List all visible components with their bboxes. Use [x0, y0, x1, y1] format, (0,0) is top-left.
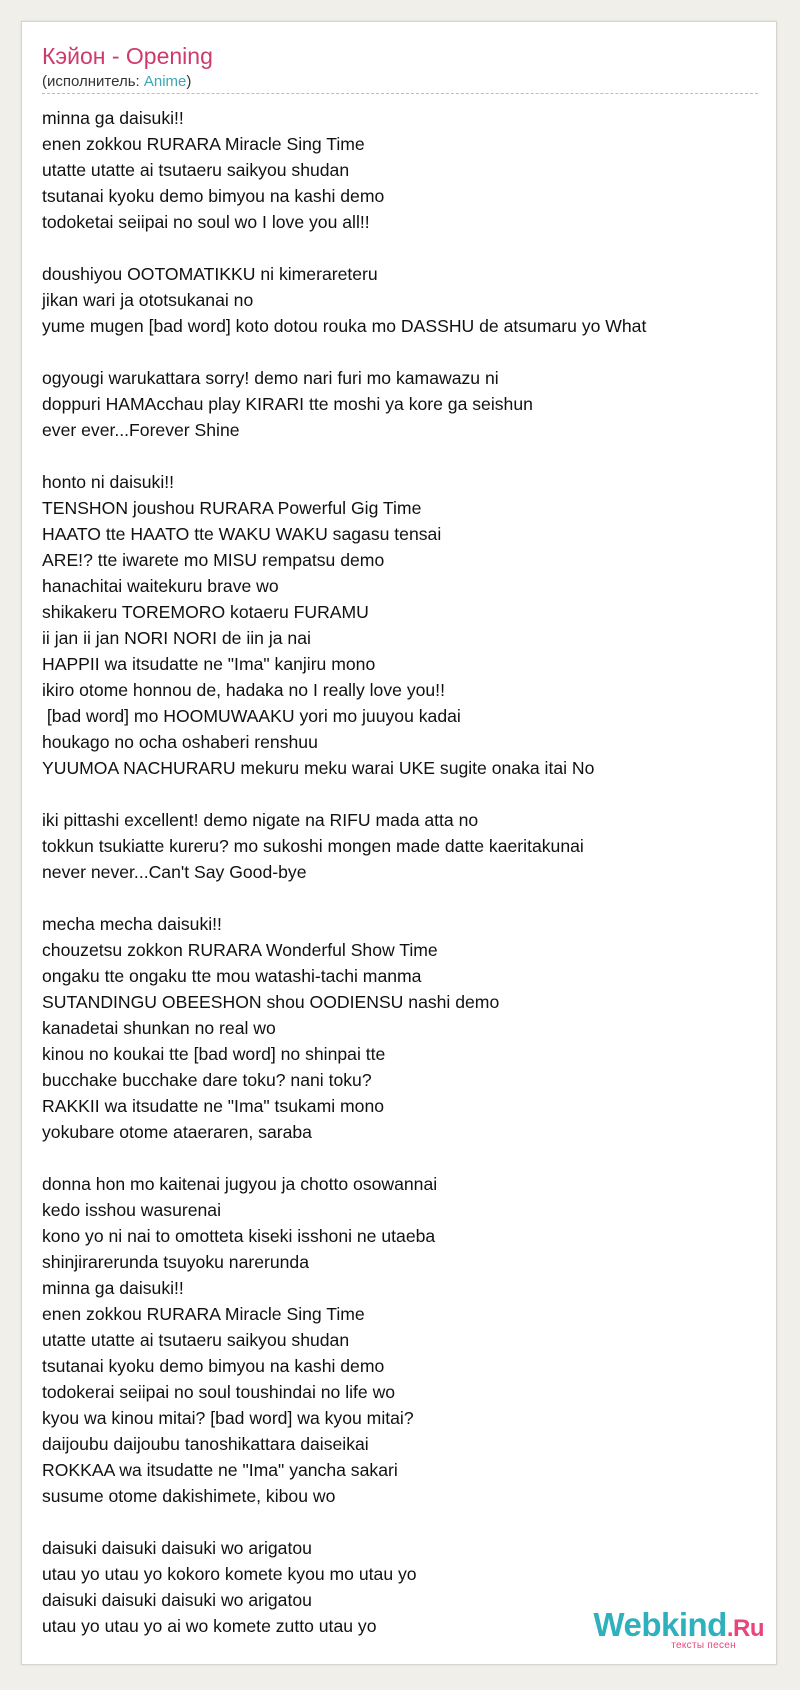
lyric-line: ikiro otome honnou de, hadaka no I really love you!!	[42, 680, 445, 700]
lyric-line: minna ga daisuki!!	[42, 108, 184, 128]
lyric-blank-line	[42, 443, 762, 469]
lyric-blank-line	[42, 339, 762, 365]
lyric-line: donna hon mo kaitenai jugyou ja chotto osowannai	[42, 1174, 438, 1194]
performer-link[interactable]: Anime	[143, 73, 187, 90]
lyric-line: doppuri HAMAcchau play KIRARI tte moshi ya kore ga seishun	[42, 394, 533, 414]
lyric-line: tokkun tsukiatte kureru? mo sukoshi mongen made datte kaeritakunai	[42, 836, 584, 856]
lyric-line: minna ga daisuki!!	[42, 1278, 184, 1298]
lyric-line: ARE!? tte iwarete mo MISU rempatsu demo	[42, 550, 385, 570]
lyric-line: RAKKII wa itsudatte ne "Ima" tsukami mono	[42, 1096, 385, 1116]
lyric-line: shikakeru TOREMORO kotaeru FURAMU	[42, 602, 369, 622]
performer-suffix: )	[186, 73, 192, 90]
lyric-line: yokubare otome ataeraren, saraba	[42, 1122, 312, 1142]
lyric-blank-line	[42, 885, 762, 911]
lyric-line: kanadetai shunkan no real wo	[42, 1018, 276, 1038]
lyric-line: YUUMOA NACHURARU mekuru meku warai UKE sugite onaka itai No	[42, 758, 595, 778]
page-title: Кэйон - Opening	[42, 43, 213, 69]
lyrics-card	[21, 21, 777, 1665]
lyric-line: daijoubu daijoubu tanoshikattara daiseikai	[42, 1434, 369, 1454]
lyric-line: kinou no koukai tte [bad word] no shinpai tte	[42, 1044, 386, 1064]
lyric-line: houkago no ocha oshaberi renshuu	[42, 732, 318, 752]
lyric-line: utatte utatte ai tsutaeru saikyou shudan	[42, 160, 350, 180]
lyric-line: daisuki daisuki daisuki wo arigatou	[42, 1590, 312, 1610]
lyric-blank-line	[42, 1509, 762, 1535]
lyric-line: jikan wari ja ototsukanai no	[42, 290, 254, 310]
lyric-blank-line	[42, 1145, 762, 1171]
lyric-line: doushiyou OOTOMATIKKU ni kimerareteru	[42, 264, 378, 284]
lyric-line: chouzetsu zokkon RURARA Wonderful Show Time	[42, 940, 438, 960]
lyric-line: mecha mecha daisuki!!	[42, 914, 222, 934]
lyric-line: ROKKAA wa itsudatte ne "Ima" yancha sakari	[42, 1460, 398, 1480]
logo-name: Webkind	[593, 1606, 727, 1643]
lyric-line: shinjirarerunda tsuyoku narerunda	[42, 1252, 309, 1272]
lyric-line: kedo isshou wasurenai	[42, 1200, 221, 1220]
lyric-line: utatte utatte ai tsutaeru saikyou shudan	[42, 1330, 350, 1350]
lyric-line: tsutanai kyoku demo bimyou na kashi demo	[42, 1356, 385, 1376]
performer-prefix: (исполнитель:	[42, 73, 144, 90]
lyric-line: ogyougi warukattara sorry! demo nari furi mo kamawazu ni	[42, 368, 499, 388]
lyrics-text	[42, 105, 762, 1639]
lyric-line: honto ni daisuki!!	[42, 472, 175, 492]
lyric-line: enen zokkou RURARA Miracle Sing Time	[42, 134, 365, 154]
lyric-line: todokerai seiipai no soul toushindai no life wo	[42, 1382, 396, 1402]
lyric-line: utau yo utau yo kokoro komete kyou mo utau yo	[42, 1564, 417, 1584]
lyric-line: ii jan ii jan NORI NORI de iin ja nai	[42, 628, 311, 648]
lyric-blank-line	[42, 781, 762, 807]
lyric-line: tsutanai kyoku demo bimyou na kashi demo	[42, 186, 385, 206]
logo-tagline: тексты песен	[671, 1640, 736, 1651]
lyric-line: ever ever...Forever Shine	[42, 420, 240, 440]
performer-line	[42, 72, 191, 92]
lyric-line: enen zokkou RURARA Miracle Sing Time	[42, 1304, 365, 1324]
lyric-line: kono yo ni nai to omotteta kiseki isshoni ne utaeba	[42, 1226, 436, 1246]
lyric-line: HAPPII wa itsudatte ne "Ima" kanjiru mono	[42, 654, 376, 674]
lyric-line: yume mugen [bad word] koto dotou rouka mo DASSHU de atsumaru yo What	[42, 316, 647, 336]
lyric-line: never never...Can't Say Good-bye	[42, 862, 307, 882]
lyric-line: utau yo utau yo ai wo komete zutto utau yo	[42, 1616, 377, 1636]
lyric-blank-line	[42, 235, 762, 261]
lyric-line: [bad word] mo HOOMUWAAKU yori mo juuyou kadai	[42, 706, 461, 726]
lyric-line: susume otome dakishimete, kibou wo	[42, 1486, 336, 1506]
lyric-line: hanachitai waitekuru brave wo	[42, 576, 279, 596]
lyric-line: SUTANDINGU OBEESHON shou OODIENSU nashi demo	[42, 992, 500, 1012]
header-divider	[42, 93, 758, 94]
lyric-line: TENSHON joushou RURARA Powerful Gig Time	[42, 498, 422, 518]
lyric-line: bucchake bucchake dare toku? nani toku?	[42, 1070, 372, 1090]
site-logo[interactable]	[574, 1608, 764, 1650]
lyric-line: HAATO tte HAATO tte WAKU WAKU sagasu tensai	[42, 524, 442, 544]
lyric-line: kyou wa kinou mitai? [bad word] wa kyou mitai?	[42, 1408, 414, 1428]
logo-tld: .Ru	[726, 1615, 764, 1642]
lyric-line: ongaku tte ongaku tte mou watashi-tachi manma	[42, 966, 422, 986]
lyric-line: daisuki daisuki daisuki wo arigatou	[42, 1538, 312, 1558]
lyric-line: todoketai seiipai no soul wo I love you all!!	[42, 212, 370, 232]
lyric-line: iki pittashi excellent! demo nigate na RIFU mada atta no	[42, 810, 479, 830]
